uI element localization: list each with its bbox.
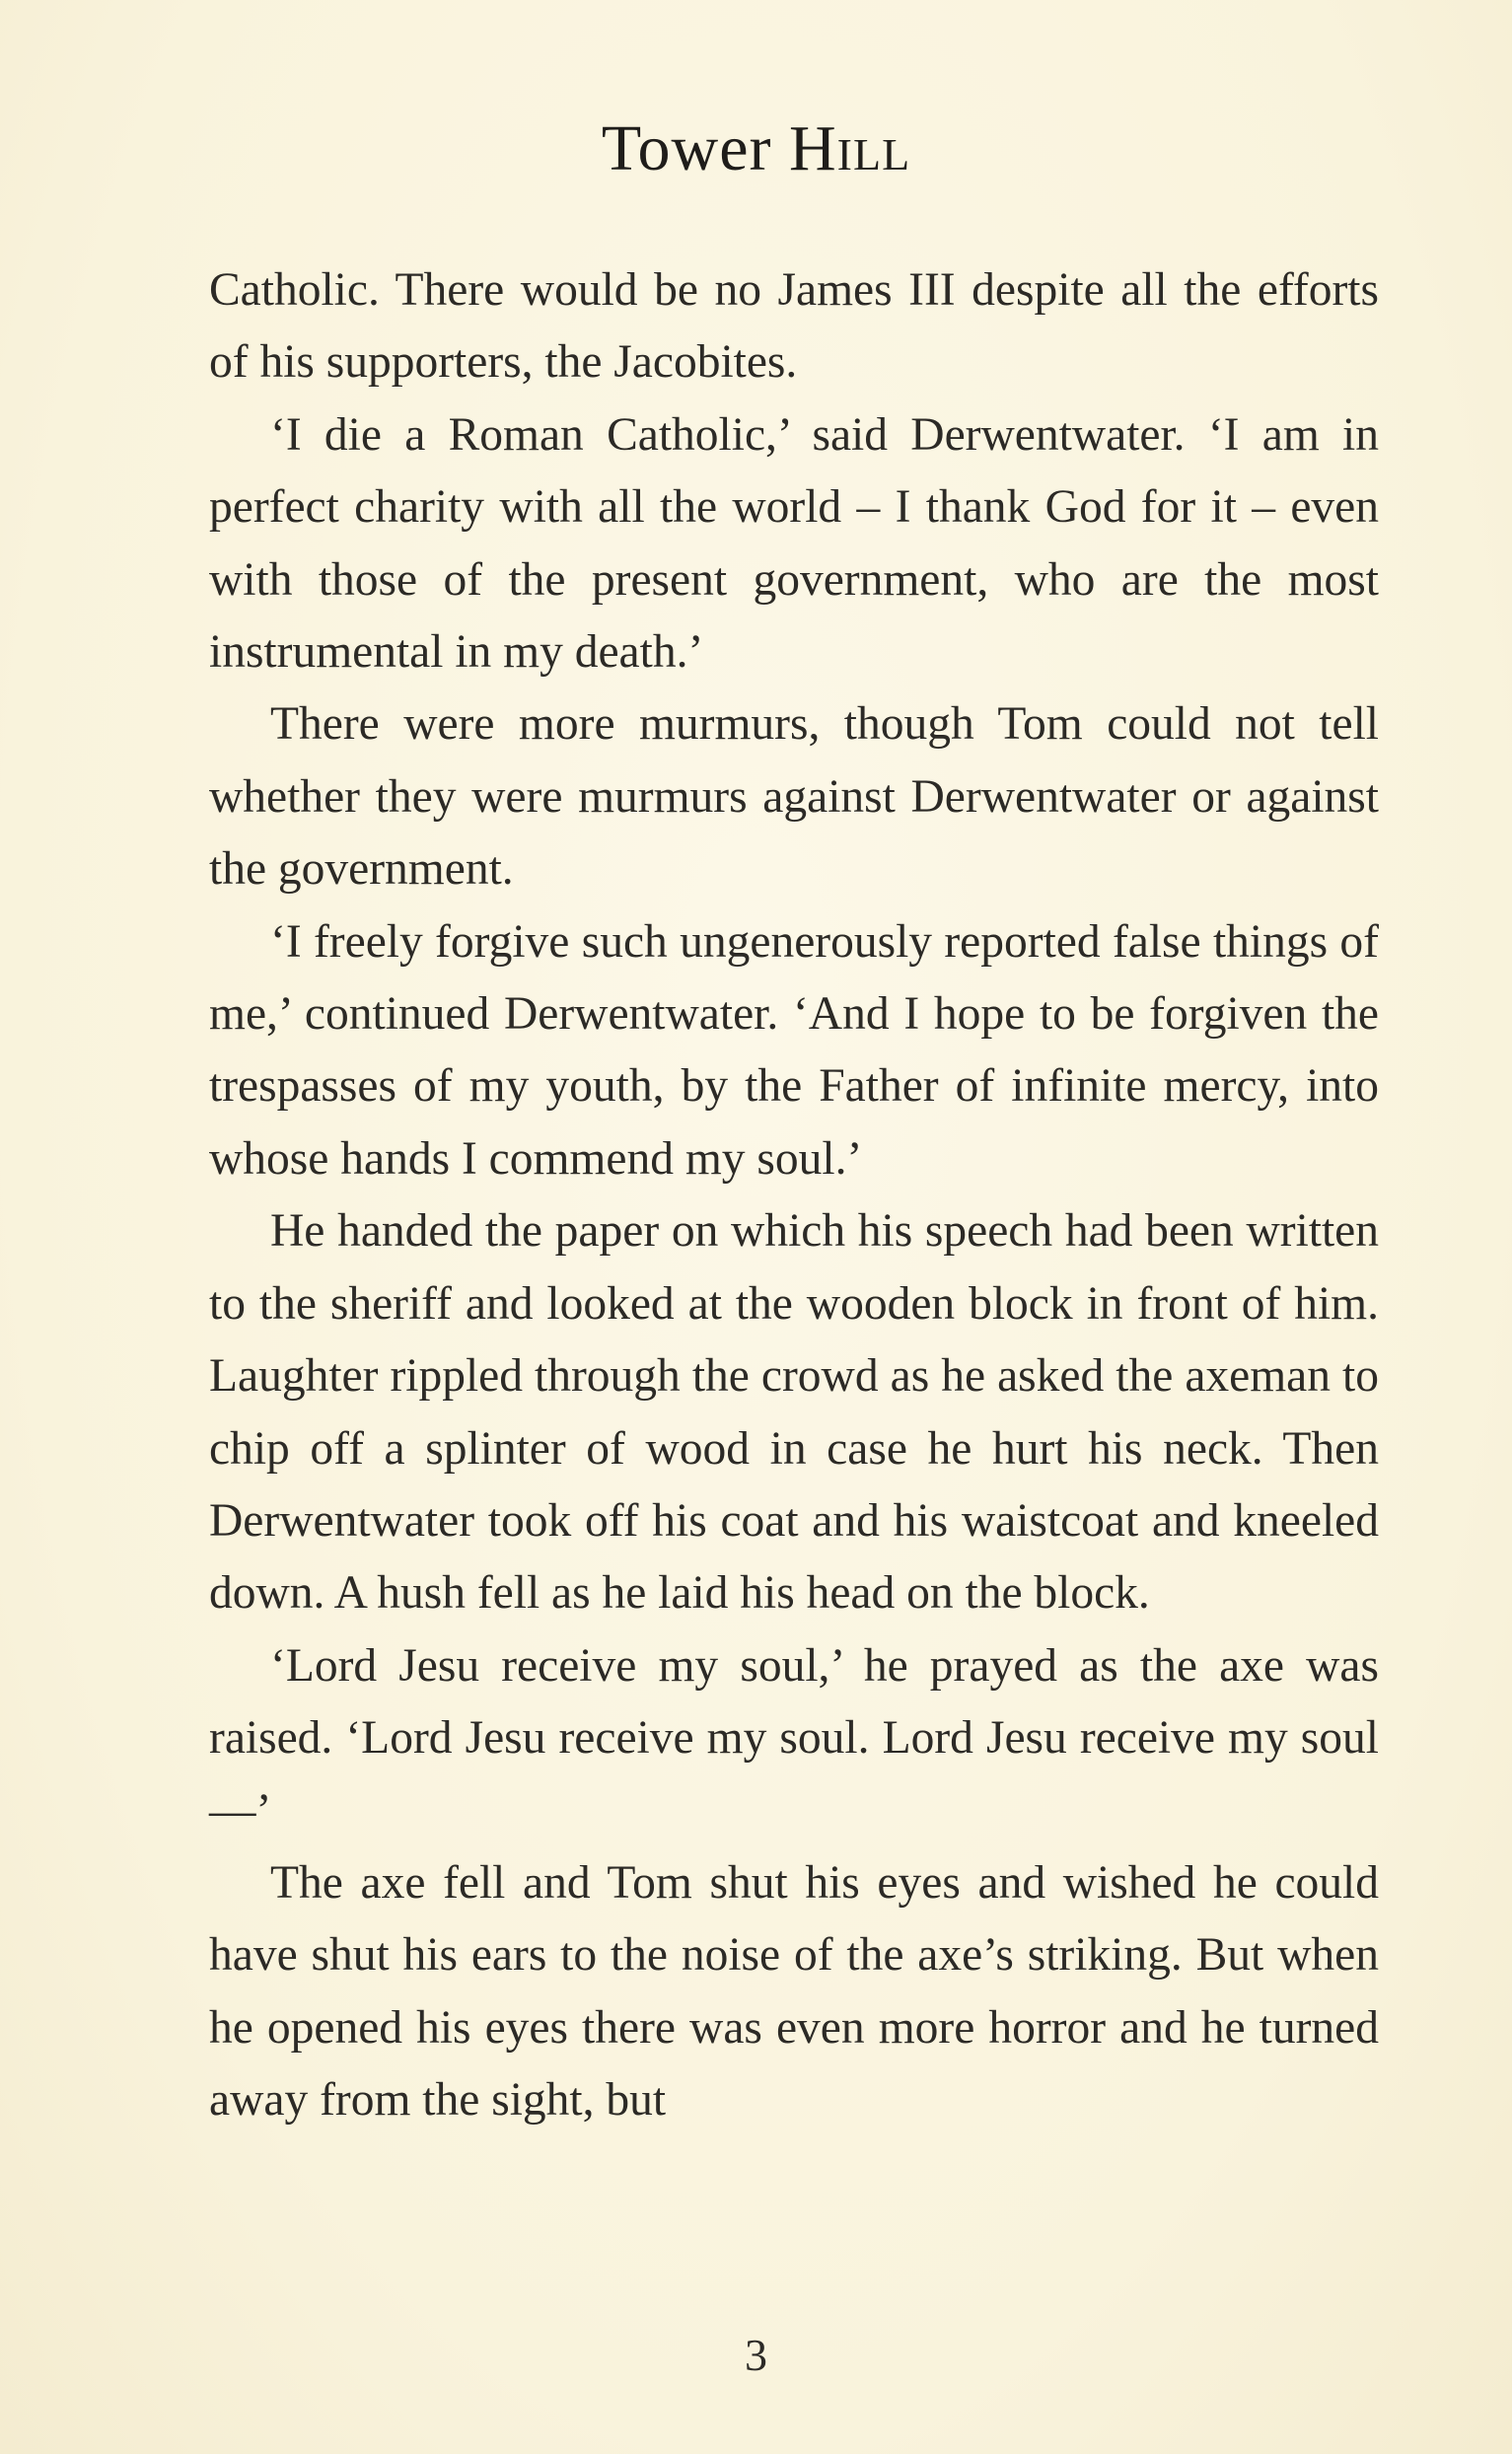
paragraph-6: ‘Lord Jesu receive my soul,’ he prayed as the axe was raised. ‘Lord Jesu receive my soul. Lord Jesu receive my soul—’ — [209, 1639, 1379, 1837]
running-head-title — [0, 112, 1512, 184]
running-head-word-2: Hill — [788, 112, 911, 184]
paragraph-7: The axe fell and Tom shut his eyes and wished he could have shut his ears to the noise of the axe’s striking. But when he opened his eyes there was even more horror and he turned away from the sight, but — [209, 1856, 1379, 2127]
page-number: 3 — [745, 2330, 767, 2380]
paragraph-2: ‘I die a Roman Catholic,’ said Derwentwater. ‘I am in perfect charity with all the world – I thank God for it – even with those of the present government, who are the most instrumental in my death.’ — [209, 408, 1379, 679]
paragraph-4: ‘I freely forgive such ungenerously reported false things of me,’ continued Derwentwater. ‘And I hope to be forgiven the trespasses of my youth, by the Father of infinite mercy, into whose hands I commend my soul.’ — [209, 915, 1379, 1185]
running-head-word-1: Tower — [601, 112, 789, 184]
body-text — [209, 254, 1379, 2137]
paragraph-3: There were more murmurs, though Tom could not tell whether they were murmurs against Derwentwater or against the government. — [209, 698, 1379, 896]
paragraph-5: He handed the paper on which his speech had been written to the sheriff and looked at the wooden block in front of him. Laughter rippled through the crowd as he asked the axeman to chip off a splinter of wood in case he hurt his neck. Then Derwentwater took off his coat and his waistcoat and kneeled down. A hush fell as he laid his head on the block. — [209, 1205, 1379, 1620]
paragraph-1: Catholic. There would be no James III despite all the efforts of his supporters, the Jacobites. — [209, 264, 1379, 389]
